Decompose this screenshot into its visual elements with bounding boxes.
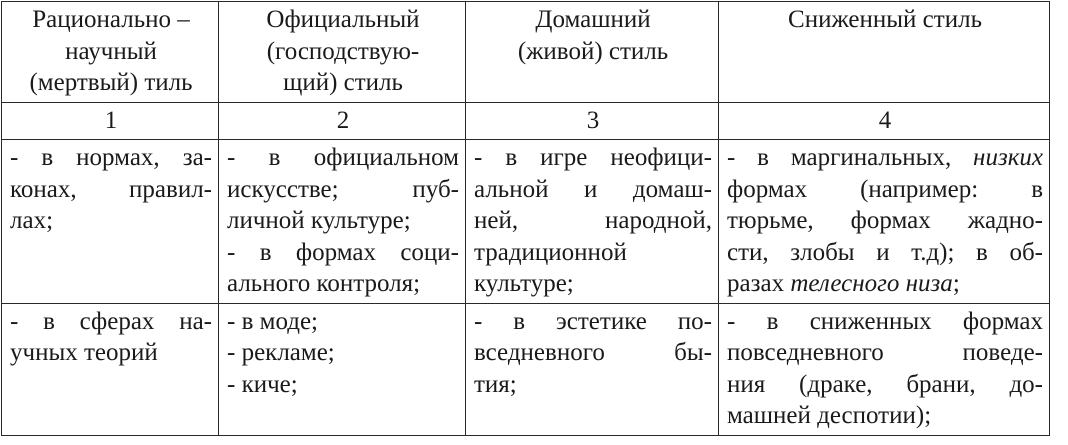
header-text: (господствую- — [266, 37, 420, 65]
cell-line: - в официальном — [227, 144, 459, 171]
cell-line: машней деспотии); — [727, 402, 932, 429]
cell-line: конах, правил- — [10, 175, 212, 203]
cell-line: - в эстетике по- — [474, 307, 712, 335]
cell-line: тюрьме, формах жадно- — [727, 207, 1043, 234]
cell-line — [727, 142, 1043, 174]
cell-line: повседневного поведе- — [727, 339, 1043, 366]
cell-line: учных теорий — [10, 339, 158, 366]
cell-r2-c1 — [2, 303, 219, 435]
styles-table — [1, 1, 1050, 436]
header-cell-4 — [719, 2, 1050, 103]
cell-line — [727, 268, 1043, 300]
header-text: (мертвый) тиль — [29, 69, 193, 96]
number-cell-2: 2 — [219, 102, 466, 140]
cell-r1-c3 — [466, 140, 719, 304]
italic-term: телесного низа — [790, 270, 953, 297]
header-cell-2 — [219, 2, 466, 103]
cell-text: ; — [952, 270, 960, 297]
cell-r2-c2 — [219, 303, 466, 435]
header-text: Официальный — [266, 6, 420, 33]
cell-line: искусстве; пуб- — [227, 175, 459, 203]
header-cell-3 — [466, 2, 719, 103]
cell-r2-c4 — [719, 303, 1050, 435]
header-text: (живой) стиль — [517, 37, 669, 65]
header-row — [2, 2, 1050, 103]
cell-text: - в маргинальных, — [727, 144, 952, 171]
content-row-1 — [2, 140, 1050, 304]
header-text: научный — [65, 37, 157, 65]
cell-line: ния (драке, брани, до- — [727, 370, 1043, 398]
cell-line: лах; — [10, 207, 54, 234]
number-cell-3: 3 — [466, 102, 719, 140]
header-text: Рационально – — [32, 6, 190, 33]
cell-text: разах — [727, 270, 785, 297]
cell-line: - рекламе; — [227, 339, 335, 366]
cell-line: - в формах соци- — [227, 238, 459, 266]
header-text: Домашний — [535, 6, 651, 33]
cell-line: вседневного бы- — [474, 339, 712, 366]
header-text: щий) стиль — [283, 69, 403, 96]
italic-term: низких — [973, 144, 1043, 171]
header-text: Сниженный стиль — [788, 6, 982, 33]
cell-r1-c4 — [719, 140, 1050, 304]
header-cell-1 — [2, 2, 219, 103]
cell-line: - в сниженных формах — [727, 307, 1043, 335]
cell-r1-c2 — [219, 140, 466, 304]
cell-line: личной культуре; — [227, 207, 411, 234]
cell-line: ального контроля; — [227, 270, 421, 297]
cell-line: - в сферах на- — [10, 307, 212, 335]
cell-line: - в моде; — [227, 307, 318, 335]
cell-line: ней, народной, — [474, 207, 712, 234]
cell-line: - киче; — [227, 370, 298, 398]
cell-r2-c3 — [466, 303, 719, 435]
number-row — [2, 102, 1050, 140]
cell-r1-c1 — [2, 140, 219, 304]
cell-line: традиционной — [474, 238, 627, 266]
cell-line: тия; — [474, 370, 517, 398]
cell-line: - в игре неофици- — [474, 144, 712, 171]
cell-line: альной и домаш- — [474, 175, 712, 203]
cell-line: - в нормах, за- — [10, 144, 212, 171]
cell-line: культуре; — [474, 270, 574, 297]
content-row-2 — [2, 303, 1050, 435]
cell-line: формах (например: в — [727, 175, 1043, 203]
number-cell-1: 1 — [2, 102, 219, 140]
number-cell-4: 4 — [719, 102, 1050, 140]
cell-line: сти, злобы и т.д); в об- — [727, 238, 1043, 266]
